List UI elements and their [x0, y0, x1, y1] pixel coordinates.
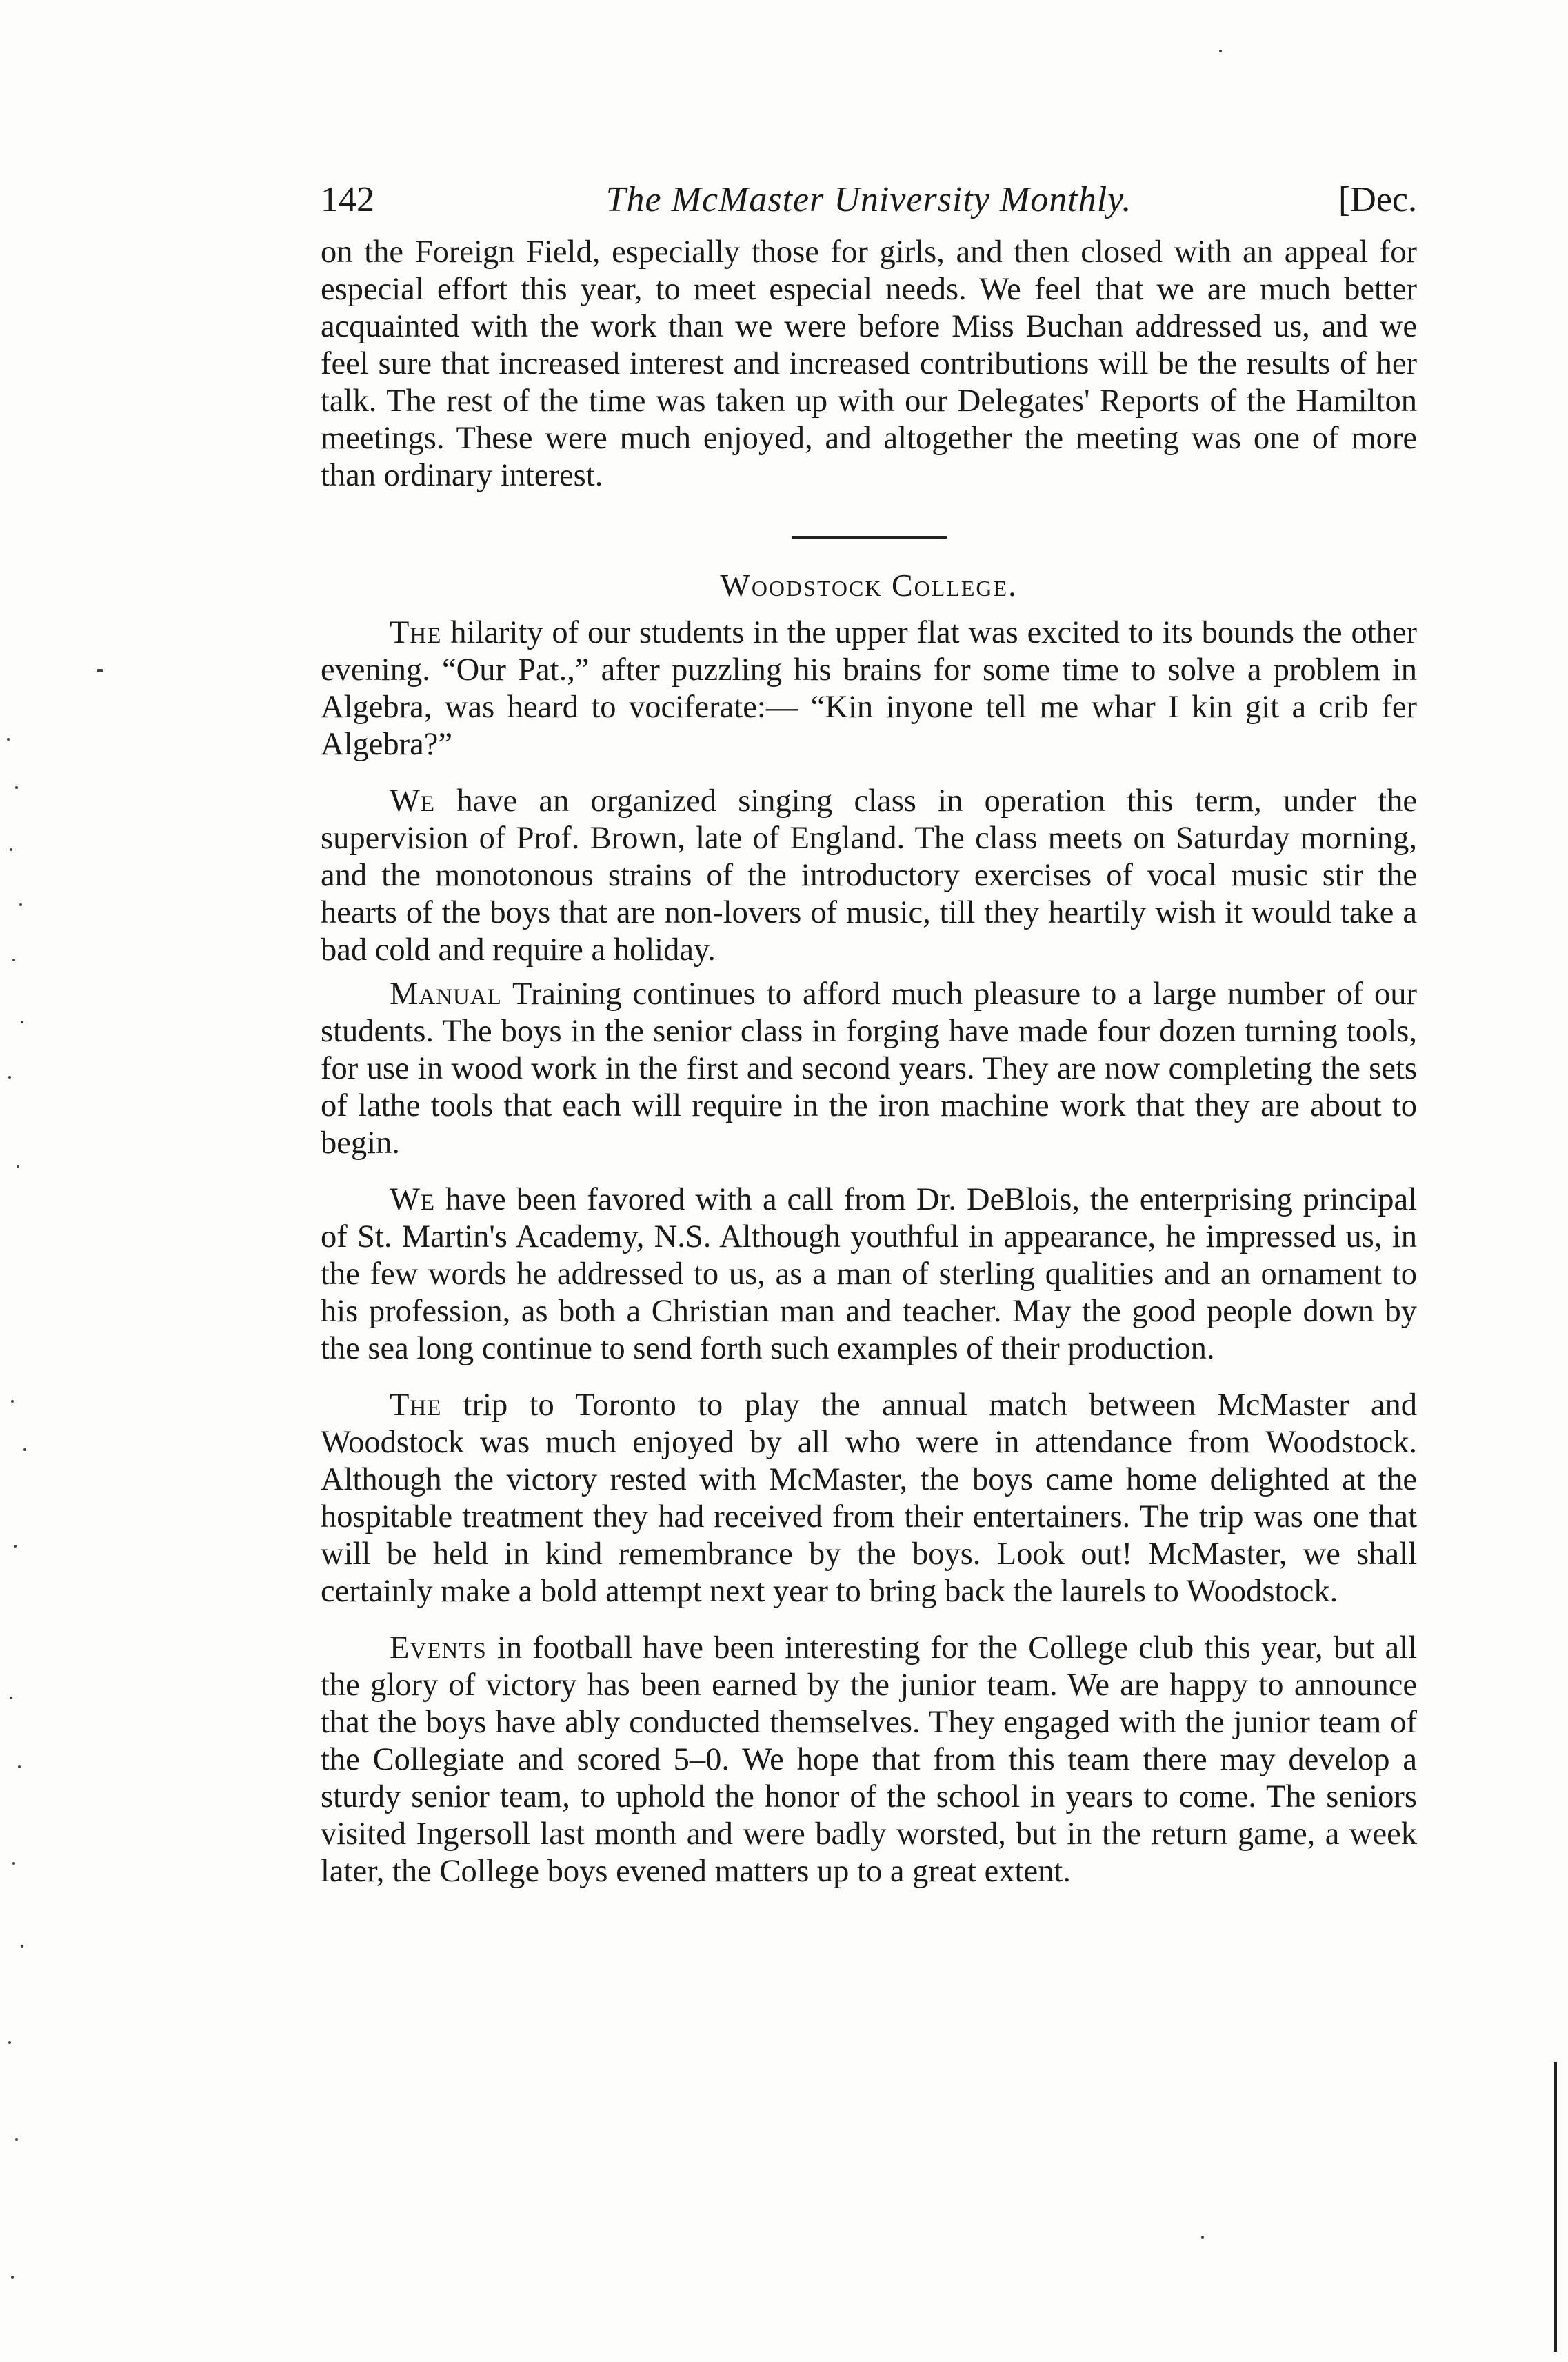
article-paragraph — [321, 1630, 1417, 1890]
section-separator-rule — [792, 536, 947, 539]
issue-month: [Dec. — [1338, 180, 1417, 219]
article-paragraph — [321, 976, 1417, 1162]
scan-edge-rule — [1554, 2062, 1557, 2352]
paragraph-lead-word: We — [390, 783, 436, 819]
document-page — [321, 176, 1417, 1910]
paragraph-text: have an organized singing class in operation this term, under the supervision of Prof. Brown, late of England. The class meets on Saturday morning, and the monotonous strains of the introductory exercises of vocal music stir the hearts of the boys that are non-lovers of music, till they heartily wish it would take a bad cold and require a holiday. — [321, 783, 1417, 968]
continued-paragraph: on the Foreign Field, especially those for girls, and then closed with an appeal for especial effort this year, to meet especial needs. We feel that we are much better acquainted with the work than we were before Miss Buchan addressed us, and we feel sure that increased interest and increased contributions will be the results of her talk. The rest of the time was taken up with our Delegates' Reports of the Hamilton meetings. These were much enjoyed, and altogether the meeting was one of more than ordinary interest. — [321, 234, 1417, 493]
paragraph-text: Training continues to afford much pleasure to a large number of our students. The boys in the senior class in forging have made four dozen turning tools, for use in wood work in the first and second years. They are now completing the sets of lathe tools that each will require in the iron machine work that they are about to begin. — [321, 977, 1417, 1161]
page-number: 142 — [321, 180, 374, 219]
article-paragraph — [321, 614, 1417, 763]
article-paragraph — [321, 1387, 1417, 1610]
article-paragraph — [321, 1181, 1417, 1368]
journal-title: The McMaster University Monthly. — [605, 180, 1132, 219]
paragraph-lead-word: Manual — [390, 977, 502, 1012]
paragraph-lead-word: We — [390, 1182, 436, 1217]
paragraph-text: trip to Toronto to play the annual match between McMaster and Woodstock was much enjoyed by all who were in attendance from Woodstock. Although the victory rested with McMaster, the boys came home delighted at the hospitable treatment they had received from their entertainers. The trip was one that will be held in kind remembrance by the boys. Look out! McMaster, we shall certainly make a bold attempt next year to bring back the laurels to Woodstock. — [321, 1388, 1417, 1609]
paragraph-text: hilarity of our students in the upper flat was excited to its bounds the other evening. “Our Pat.,” after puzzling his brains for some time to solve a problem in Algebra, was heard to vociferate:— “Kin inyone tell me whar I kin git a crib fer Algebra?” — [321, 615, 1417, 762]
running-header — [321, 176, 1417, 224]
paragraph-lead-word: The — [390, 615, 442, 650]
paragraph-text: in football have been interesting for the College club this year, but all the glory of victory has been earned by the junior team. We are happy to announce that the boys have ably conducted themselves. They engaged with the junior team of the Collegiate and scored 5–0. We hope that from this team there may develop a sturdy senior team, to uphold the honor of the school in years to come. The seniors visited Ingersoll last month and were badly worsted, but in the return game, a week later, the College boys evened matters up to a great extent. — [321, 1630, 1417, 1889]
paragraph-lead-word: The — [390, 1388, 442, 1423]
paragraph-text: have been favored with a call from Dr. DeBlois, the enterprising principal of St. Martin's Academy, N.S. Although youthful in appearance, he impressed us, in the few words he addressed to us, as a man of sterling qualities and an ornament to his profession, as both a Christian man and teacher. May the good people down by the sea long continue to send forth such examples of their production. — [321, 1182, 1417, 1366]
section-heading: Woodstock College. — [720, 568, 1018, 603]
scan-margin-specks — [0, 0, 41, 2362]
article-paragraph — [321, 783, 1417, 969]
paragraph-lead-word: Events — [390, 1630, 487, 1665]
